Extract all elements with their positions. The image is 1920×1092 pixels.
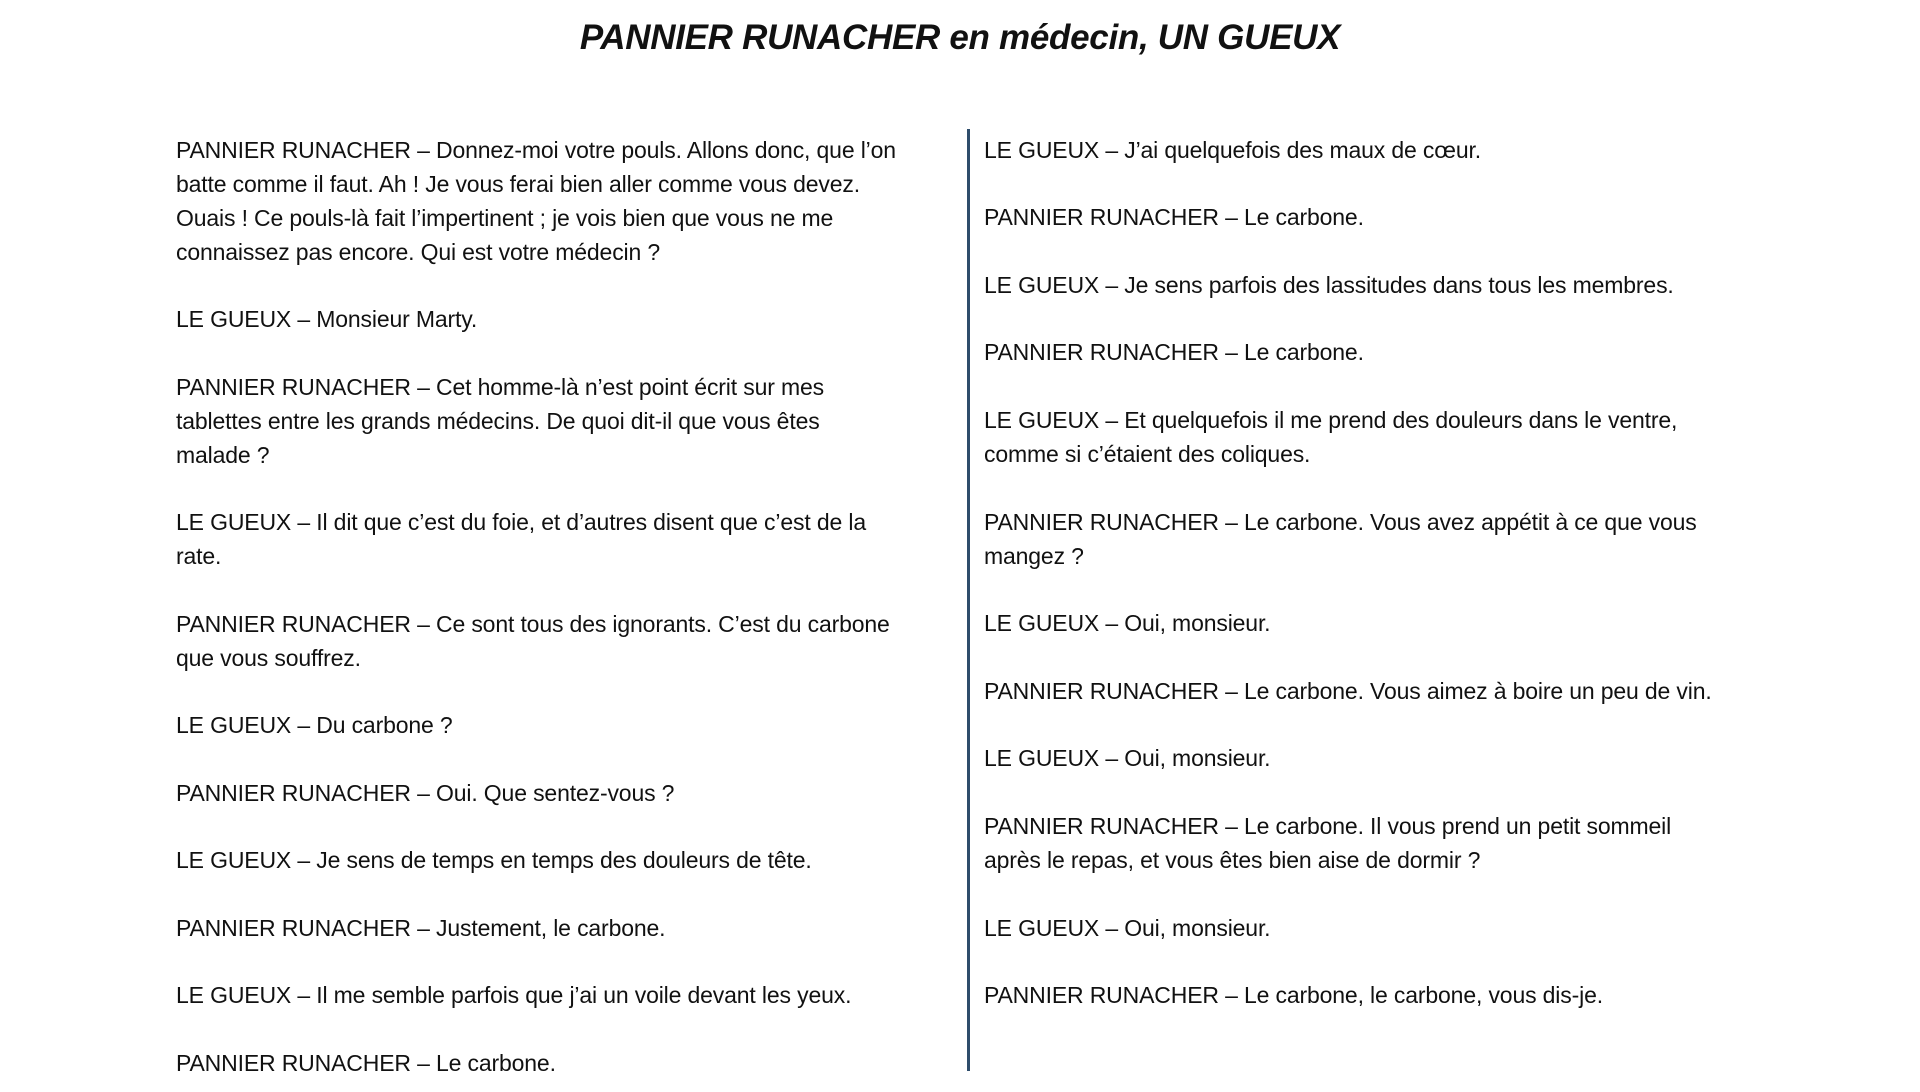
dialogue-line: PANNIER RUNACHER – Justement, le carbone. xyxy=(176,915,666,941)
dialogue-line: tablettes entre les grands médecins. De quoi dit-il que vous êtes xyxy=(176,408,820,434)
dialogue-line: PANNIER RUNACHER – Le carbone. Il vous prend un petit sommeil xyxy=(984,813,1672,839)
dialogue-line: PANNIER RUNACHER – Cet homme-là n’est point écrit sur mes xyxy=(176,374,824,400)
dialogue-line: après le repas, et vous êtes bien aise de dormir ? xyxy=(984,847,1481,873)
dialogue-line: LE GUEUX – Et quelquefois il me prend des douleurs dans le ventre, xyxy=(984,407,1678,433)
dialogue-line: comme si c’étaient des coliques. xyxy=(984,441,1311,467)
dialogue-line: mangez ? xyxy=(984,543,1084,569)
dialogue-line: PANNIER RUNACHER – Le carbone. xyxy=(176,1050,556,1076)
dialogue-line: que vous souffrez. xyxy=(176,645,361,671)
dialogue-line: LE GUEUX – Monsieur Marty. xyxy=(176,306,478,332)
dialogue-line: PANNIER RUNACHER – Le carbone. Vous avez appétit à ce que vous xyxy=(984,509,1697,535)
dialogue-line: LE GUEUX – Je sens parfois des lassitudes dans tous les membres. xyxy=(984,272,1674,298)
page-title: PANNIER RUNACHER en médecin, UN GUEUX xyxy=(579,18,1341,57)
dialogue-line: LE GUEUX – Du carbone ? xyxy=(176,712,453,738)
dialogue-line: PANNIER RUNACHER – Le carbone. xyxy=(984,204,1364,230)
dialogue-line: Ouais ! Ce pouls-là fait l’impertinent ; je vois bien que vous ne me xyxy=(176,205,834,231)
dialogue-line: LE GUEUX – Je sens de temps en temps des douleurs de tête. xyxy=(176,847,812,873)
dialogue-line: PANNIER RUNACHER – Le carbone, le carbone, vous dis-je. xyxy=(984,982,1603,1008)
dialogue-line: PANNIER RUNACHER – Ce sont tous des ignorants. C’est du carbone xyxy=(176,611,890,637)
dialogue-line: LE GUEUX – Oui, monsieur. xyxy=(984,610,1271,636)
dialogue-line: LE GUEUX – Oui, monsieur. xyxy=(984,915,1271,941)
dialogue-line: PANNIER RUNACHER – Le carbone. xyxy=(984,339,1364,365)
dialogue-line: LE GUEUX – Oui, monsieur. xyxy=(984,745,1271,771)
dialogue-line: PANNIER RUNACHER – Oui. Que sentez-vous ? xyxy=(176,780,675,806)
dialogue-line: PANNIER RUNACHER – Donnez-moi votre pouls. Allons donc, que l’on xyxy=(176,137,896,163)
dialogue-line: PANNIER RUNACHER – Le carbone. Vous aimez à boire un peu de vin. xyxy=(984,678,1712,704)
dialogue-line: LE GUEUX – Il me semble parfois que j’ai un voile devant les yeux. xyxy=(176,982,852,1008)
dialogue-line: batte comme il faut. Ah ! Je vous ferai bien aller comme vous devez. xyxy=(176,171,860,197)
column-divider xyxy=(967,129,970,1071)
dialogue-line: rate. xyxy=(176,543,222,569)
dialogue-line: LE GUEUX – J’ai quelquefois des maux de cœur. xyxy=(984,137,1481,163)
dialogue-line: malade ? xyxy=(176,442,270,468)
dialogue-line: LE GUEUX – Il dit que c’est du foie, et d’autres disent que c’est de la xyxy=(176,509,866,535)
dialogue-line: connaissez pas encore. Qui est votre médecin ? xyxy=(176,239,661,265)
